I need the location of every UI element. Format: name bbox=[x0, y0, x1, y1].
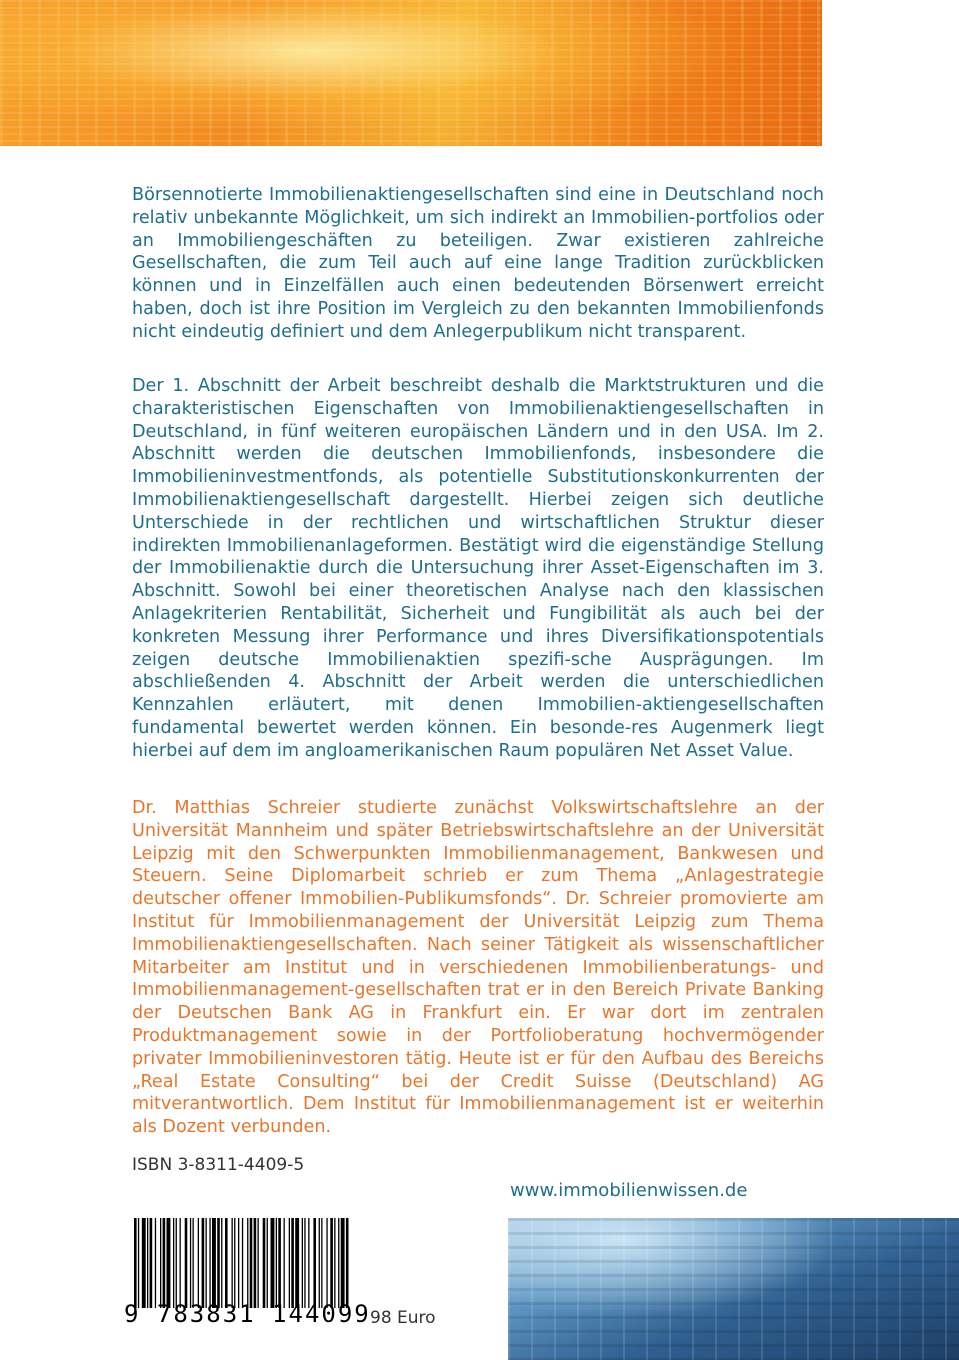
barcode-bar bbox=[271, 1218, 275, 1308]
barcode-bar bbox=[330, 1218, 333, 1308]
barcode-bar bbox=[263, 1218, 266, 1308]
barcode-bar bbox=[176, 1218, 177, 1308]
barcode-bar bbox=[334, 1218, 335, 1308]
barcode-bar bbox=[138, 1218, 139, 1308]
website-link[interactable]: www.immobilienwissen.de bbox=[510, 1180, 748, 1201]
barcode-bar bbox=[254, 1218, 257, 1308]
barcode-bar bbox=[190, 1218, 191, 1308]
barcode-bar bbox=[258, 1218, 259, 1308]
barcode-bar bbox=[221, 1218, 222, 1308]
author-bio-paragraph: Dr. Matthias Schreier studierte zunächst Volkswirtschaftslehre an der Universität Mannheim und später Betriebswirtschaftslehre an der Universität Leipzig mit den Schwerpunkten Immobilienmanagement, Bankwesen und Steuern. Seine Diplomarbeit schrieb er zum Thema „Anlagestrategie deutscher offener Immobilien-Publikumsfonds“. Dr. Schreier promovierte am Institut für Immobilienmanagement der Universität Leipzig zum Thema Immobilienaktiengesellschaften. Nach seiner Tätigkeit als wissenschaftlicher Mitarbeiter am Institut und in verschiedenen Immobilienberatungs- und Immobilienmanagement-gesellschaften trat er in den Bereich Private Banking der Deutschen Bank AG in Frankfurt ein. Er war dort im zentralen Produktmanagement sowie in der Portfolioberatung hochvermögender privater Immobilieninvestoren tätig. Heute ist er für den Aufbau des Bereichs „Real Estate Consulting“ bei der Credit Suisse (Deutschland) AG mitverantwortlich. Dem Institut für Immobilienmanagement ist er weiterhin als Dozent verbunden. bbox=[132, 798, 824, 1138]
barcode-bar bbox=[193, 1218, 194, 1308]
barcode-bar bbox=[142, 1218, 146, 1308]
barcode-bar bbox=[289, 1218, 290, 1308]
barcode-bar bbox=[267, 1218, 268, 1308]
description-paragraph-2: Der 1. Abschnitt der Arbeit beschreibt deshalb die Marktstrukturen und die charakteristischen Eigenschaften von Immobilienaktiengesellschaften in Deutschland, in fünf weiteren europäischen Ländern und in den USA. Im 2. Abschnitt werden die deutschen Immobilienfonds, insbesondere die Immobilieninvestmentfonds, als potentielle Substitutionskonkurrenten der Immobilienaktiengesellschaft dargestellt. Hierbei zeigen sich deutliche Unterschiede in der rechtlichen und wirtschaftlichen Struktur dieser indirekten Immobilienanlageformen. Bestätigt wird die eigenständige Stellung der Immobilienaktie durch die Untersuchung ihrer Asset-Eigenschaften im 3. Abschnitt. Sowohl bei einer theoretischen Analyse nach den klassischen Anlagekriterien Rentabilität, Sicherheit und Fungibilität als auch bei der konkreten Messung ihrer Performance und ihres Diversifikationspotentials zeigen deutsche Immobilienaktien spezifi-sche Ausprägungen. Im abschließenden 4. Abschnitt der Arbeit werden die unterschiedlichen Kennzahlen erläutert, mit denen Immobilien-aktiengesellschaften fundamental bewertet werden können. Ein besonde-res Augenmerk liegt hierbei auf dem im angloamerikanischen Raum populären Net Asset Value. bbox=[132, 376, 824, 761]
barcode-bar bbox=[313, 1218, 316, 1308]
barcode-bar bbox=[173, 1218, 174, 1308]
barcode-bar bbox=[319, 1218, 320, 1308]
top-banner-image bbox=[0, 0, 822, 146]
bottom-city-image bbox=[508, 1218, 959, 1360]
barcode-bar bbox=[346, 1218, 349, 1308]
barcode-bar bbox=[326, 1218, 327, 1308]
barcode-bar bbox=[225, 1218, 228, 1308]
isbn-label: ISBN 3-8311-4409-5 bbox=[132, 1155, 305, 1175]
barcode-bar bbox=[341, 1218, 345, 1308]
barcode-bar bbox=[167, 1218, 171, 1308]
barcode-bar bbox=[234, 1218, 235, 1308]
barcode-bar bbox=[206, 1218, 207, 1308]
barcode-bar bbox=[134, 1218, 137, 1308]
barcode-bar bbox=[232, 1218, 233, 1308]
barcode-bar bbox=[198, 1218, 199, 1308]
barcode-bar bbox=[295, 1218, 299, 1308]
barcode-bar bbox=[180, 1218, 181, 1308]
barcode-digits: 9 783831 144099 bbox=[124, 1300, 371, 1328]
barcode-bar bbox=[238, 1218, 239, 1308]
barcode-bar bbox=[321, 1218, 322, 1308]
barcode-bar bbox=[242, 1218, 243, 1308]
barcode-bar bbox=[291, 1218, 294, 1308]
barcode-bar bbox=[150, 1218, 153, 1308]
barcode-bar bbox=[147, 1218, 148, 1308]
barcode-bar bbox=[284, 1218, 285, 1308]
barcode-bar bbox=[247, 1218, 248, 1308]
barcode-bar bbox=[209, 1218, 210, 1308]
barcode-bars bbox=[130, 1218, 352, 1310]
barcode-bar bbox=[163, 1218, 166, 1308]
barcode-bar bbox=[338, 1218, 339, 1308]
barcode-bar bbox=[217, 1218, 220, 1308]
barcode-bar bbox=[160, 1218, 161, 1308]
barcode-bar bbox=[250, 1218, 253, 1308]
price-label: 98 Euro bbox=[370, 1308, 436, 1328]
barcode-bar bbox=[212, 1218, 216, 1308]
description-paragraph-1: Börsennotierte Immobilienaktiengesellschaften sind eine in Deutschland noch relativ unbekannte Möglichkeit, um sich indirekt an Immobilien-portfolios oder an Immobiliengeschäften zu beteiligen. Zwar existieren zahlreiche Gesellschaften, die zum Teil auch auf eine lange Tradition zurückblicken können und in Einzelfällen auch einen bedeutenden Börsenwert erreicht haben, doch ist ihre Position im Vergleich zu den bekannten Immobilienfonds nicht eindeutig definiert und dem Anlegerpublikum nicht transparent. bbox=[132, 185, 824, 342]
barcode-bar bbox=[308, 1218, 309, 1308]
barcode-bar bbox=[304, 1218, 305, 1308]
barcode-bar bbox=[302, 1218, 303, 1308]
barcode-bar bbox=[185, 1218, 188, 1308]
barcode-bar bbox=[155, 1218, 156, 1308]
barcode-bar bbox=[278, 1218, 281, 1308]
barcode-bar bbox=[202, 1218, 205, 1308]
barcode-bar bbox=[276, 1218, 277, 1308]
